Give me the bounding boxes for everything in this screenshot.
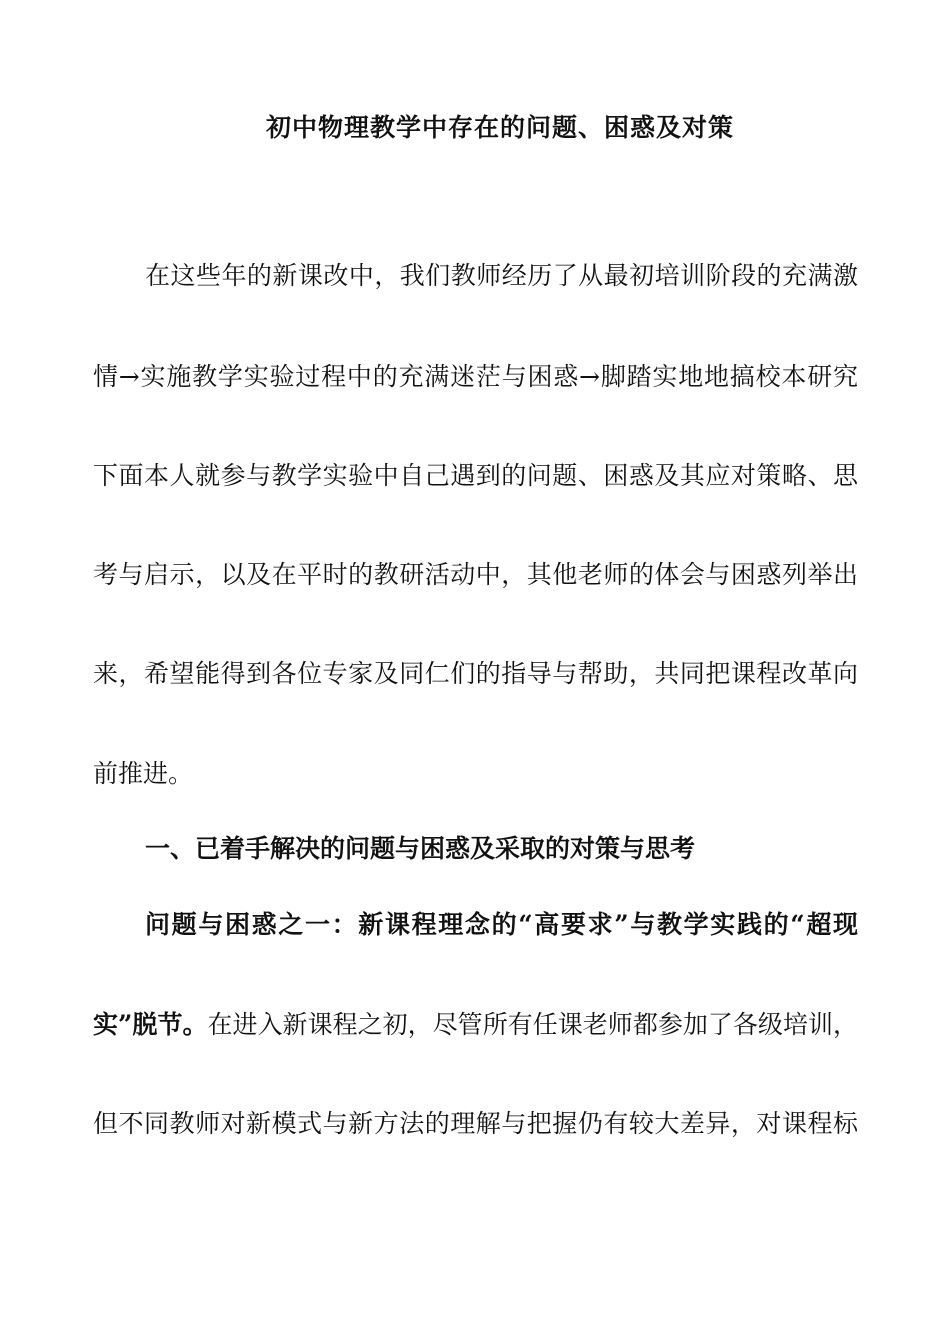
document-title: 初中物理教学中存在的问题、困惑及对策 bbox=[265, 113, 734, 142]
problem-one-text-start: 在进入新课程之初，尽管所有任课老师都参加了各级培训， bbox=[207, 1010, 858, 1039]
section-heading: 一、已着手解决的问题与困惑及采取的对策与思考 bbox=[145, 834, 696, 863]
intro-line-1: 在这些年的新课改中，我们教师经历了从最初培训阶段的充满激 bbox=[145, 261, 858, 290]
intro-line-2: 情→实施教学实验过程中的充满迷茫与困惑→脚踏实地地搞校本研究 bbox=[93, 362, 858, 391]
problem-one-line-3: 但不同教师对新模式与新方法的理解与把握仍有较大差异，对课程标 bbox=[93, 1109, 858, 1138]
problem-one-title-end: 实”脱节。 bbox=[93, 1010, 208, 1039]
intro-line-4: 考与启示，以及在平时的教研活动中，其他老师的体会与困惑列举出 bbox=[93, 560, 858, 589]
problem-one-line-1: 问题与困惑之一：新课程理念的“高要求”与教学实践的“超现 bbox=[145, 910, 858, 939]
problem-one-line-2 bbox=[93, 1008, 858, 1042]
intro-line-5: 来，希望能得到各位专家及同仁们的指导与帮助，共同把课程改革向 bbox=[93, 659, 858, 688]
intro-line-3: 下面本人就参与教学实验中自己遇到的问题、困惑及其应对策略、思 bbox=[93, 461, 858, 490]
intro-line-6: 前推进。 bbox=[93, 759, 194, 788]
